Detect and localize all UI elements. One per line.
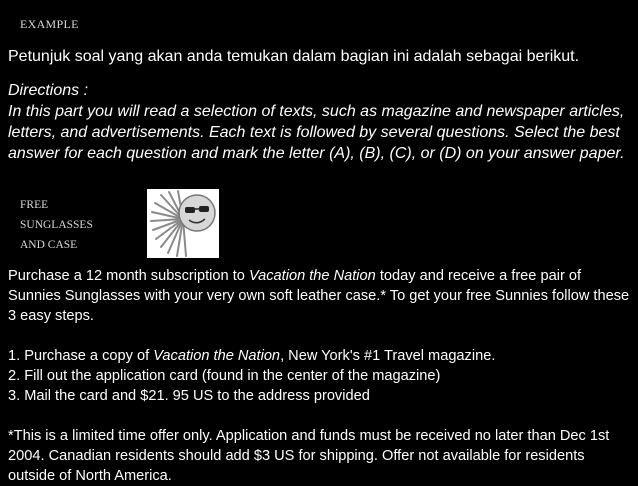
ad-headline xyxy=(20,195,93,255)
intro-text: Petunjuk soal yang akan anda temukan dalam bagian ini adalah sebagai berikut. xyxy=(8,48,580,65)
ad-headline-line-2: SUNGLASSES xyxy=(20,219,93,231)
step-1: 1. Purchase a copy of Vacation the Nation, New York's #1 Travel magazine. xyxy=(8,348,496,364)
sun-with-sunglasses-icon xyxy=(147,189,219,258)
ad-body xyxy=(8,266,633,486)
ad-headline-line-1: FREE xyxy=(20,199,49,211)
example-label: EXAMPLE xyxy=(20,17,79,31)
directions-block xyxy=(8,80,633,164)
footnote: *This is a limited time offer only. Application and funds must be received no later than Dec 1st 2004. Canadian residents should add $3 US for shipping. Offer not available for residents outside of North America. xyxy=(8,428,610,484)
step-2: 2. Fill out the application card (found in the center of the magazine) xyxy=(8,368,441,384)
directions-body: In this part you will read a selection of texts, such as magazine and newspaper articles, letters, and advertisements. Each text is followed by several questions. Select the best answer for each question and mark the letter (A), (B), (C), or (D) on your answer paper. xyxy=(8,103,625,162)
ad-headline-line-3: AND CASE xyxy=(20,239,78,251)
magazine-title: Vacation the Nation xyxy=(248,268,376,284)
magazine-title: Vacation the Nation xyxy=(153,348,281,364)
directions-heading: Directions : xyxy=(8,82,89,99)
ad-paragraph-1: Purchase a 12 month subscription to Vacation the Nation today and receive a free pair of Sunnies Sunglasses with your very own soft leather case.* To get your free Sunnies follow these 3 easy steps. xyxy=(8,268,630,324)
step-3: 3. Mail the card and $21. 95 US to the address provided xyxy=(8,388,370,404)
